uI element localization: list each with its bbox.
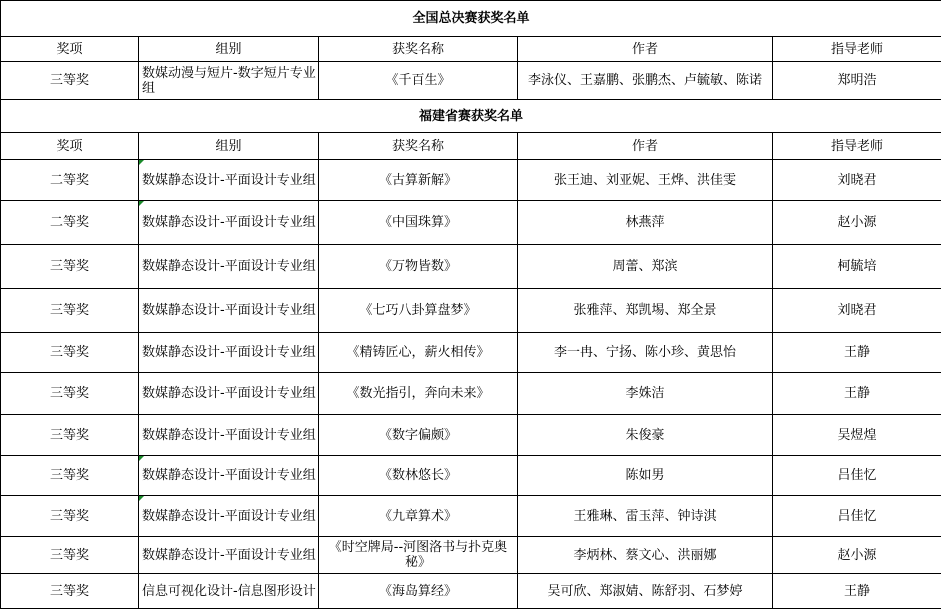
authors-cell: 李炳林、蔡文心、洪丽娜 [518,537,773,574]
table-row [1,537,941,574]
work-cell: 《数字偏颇》 [319,415,518,456]
work-cell: 《数光指引，奔向未来》 [319,373,518,415]
authors-cell: 李姝洁 [518,373,773,415]
award-cell: 三等奖 [1,62,139,100]
teacher-cell: 王静 [773,373,941,415]
work-cell: 《七巧八卦算盘梦》 [319,289,518,333]
national-title-row [1,1,941,37]
header-award: 奖项 [1,133,139,160]
teacher-cell: 吴煜煌 [773,415,941,456]
authors-cell: 李泳仪、王嘉鹏、张鹏杰、卢毓敏、陈诺 [518,62,773,100]
teacher-cell: 刘晓君 [773,289,941,333]
table-row [1,456,941,496]
group-cell: 数媒静态设计-平面设计专业组 [139,333,319,373]
group-cell: 数媒静态设计-平面设计专业组 [139,415,319,456]
authors-cell: 林燕萍 [518,201,773,245]
teacher-cell: 赵小源 [773,201,941,245]
work-cell: 《万物皆数》 [319,245,518,289]
group-cell: 数媒静态设计-平面设计专业组 [139,456,319,496]
award-cell: 三等奖 [1,456,139,496]
authors-cell: 王雅琳、雷玉萍、钟诗淇 [518,496,773,537]
header-teacher: 指导老师 [773,37,941,62]
award-cell: 三等奖 [1,289,139,333]
header-group: 组别 [139,133,319,160]
header-authors: 作者 [518,133,773,160]
table-row [1,289,941,333]
header-award: 奖项 [1,37,139,62]
work-cell: 《海岛算经》 [319,574,518,609]
header-teacher: 指导老师 [773,133,941,160]
group-cell: 数媒静态设计-平面设计专业组 [139,496,319,537]
header-work: 获奖名称 [319,37,518,62]
teacher-cell: 刘晓君 [773,160,941,201]
award-cell: 三等奖 [1,373,139,415]
teacher-cell: 吕佳忆 [773,496,941,537]
work-cell: 《中国珠算》 [319,201,518,245]
table-row [1,62,941,100]
authors-cell: 吴可欣、郑淑婧、陈舒羽、石梦婷 [518,574,773,609]
work-cell: 《精铸匠心，薪火相传》 [319,333,518,373]
group-cell: 信息可视化设计-信息图形设计 [139,574,319,609]
teacher-cell: 吕佳忆 [773,456,941,496]
header-authors: 作者 [518,37,773,62]
award-cell: 三等奖 [1,574,139,609]
header-work: 获奖名称 [319,133,518,160]
work-cell: 《时空牌局--河图洛书与扑克奥秘》 [319,537,518,574]
group-cell: 数媒静态设计-平面设计专业组 [139,537,319,574]
award-cell: 三等奖 [1,245,139,289]
teacher-cell: 王静 [773,333,941,373]
provincial-header-row [1,133,941,160]
work-cell: 《九章算术》 [319,496,518,537]
group-cell: 数媒静态设计-平面设计专业组 [139,201,319,245]
work-cell: 《千百生》 [319,62,518,100]
authors-cell: 张王迪、刘亚妮、王烨、洪佳雯 [518,160,773,201]
provincial-title: 福建省赛获奖名单 [1,100,941,133]
work-cell: 《古算新解》 [319,160,518,201]
award-cell: 三等奖 [1,496,139,537]
header-group: 组别 [139,37,319,62]
authors-cell: 周蕾、郑滨 [518,245,773,289]
table-row [1,160,941,201]
table-row [1,496,941,537]
group-cell: 数媒动漫与短片-数字短片专业组 [139,62,319,100]
table-row [1,201,941,245]
national-header-row [1,37,941,62]
group-cell: 数媒静态设计-平面设计专业组 [139,245,319,289]
national-title: 全国总决赛获奖名单 [1,1,941,37]
teacher-cell: 柯毓培 [773,245,941,289]
authors-cell: 朱俊豪 [518,415,773,456]
authors-cell: 张雅萍、郑凯埸、郑全景 [518,289,773,333]
table-row [1,373,941,415]
award-cell: 三等奖 [1,333,139,373]
teacher-cell: 赵小源 [773,537,941,574]
table-row [1,415,941,456]
group-cell: 数媒静态设计-平面设计专业组 [139,289,319,333]
award-cell: 二等奖 [1,160,139,201]
award-cell: 三等奖 [1,537,139,574]
table-row [1,574,941,609]
table-row [1,333,941,373]
table-row [1,245,941,289]
teacher-cell: 郑明浩 [773,62,941,100]
award-cell: 三等奖 [1,415,139,456]
provincial-title-row [1,100,941,133]
group-cell: 数媒静态设计-平面设计专业组 [139,160,319,201]
award-cell: 二等奖 [1,201,139,245]
teacher-cell: 王静 [773,574,941,609]
authors-cell: 陈如男 [518,456,773,496]
group-cell: 数媒静态设计-平面设计专业组 [139,373,319,415]
authors-cell: 李一冉、宁扬、陈小珍、黄思怡 [518,333,773,373]
work-cell: 《数林悠长》 [319,456,518,496]
